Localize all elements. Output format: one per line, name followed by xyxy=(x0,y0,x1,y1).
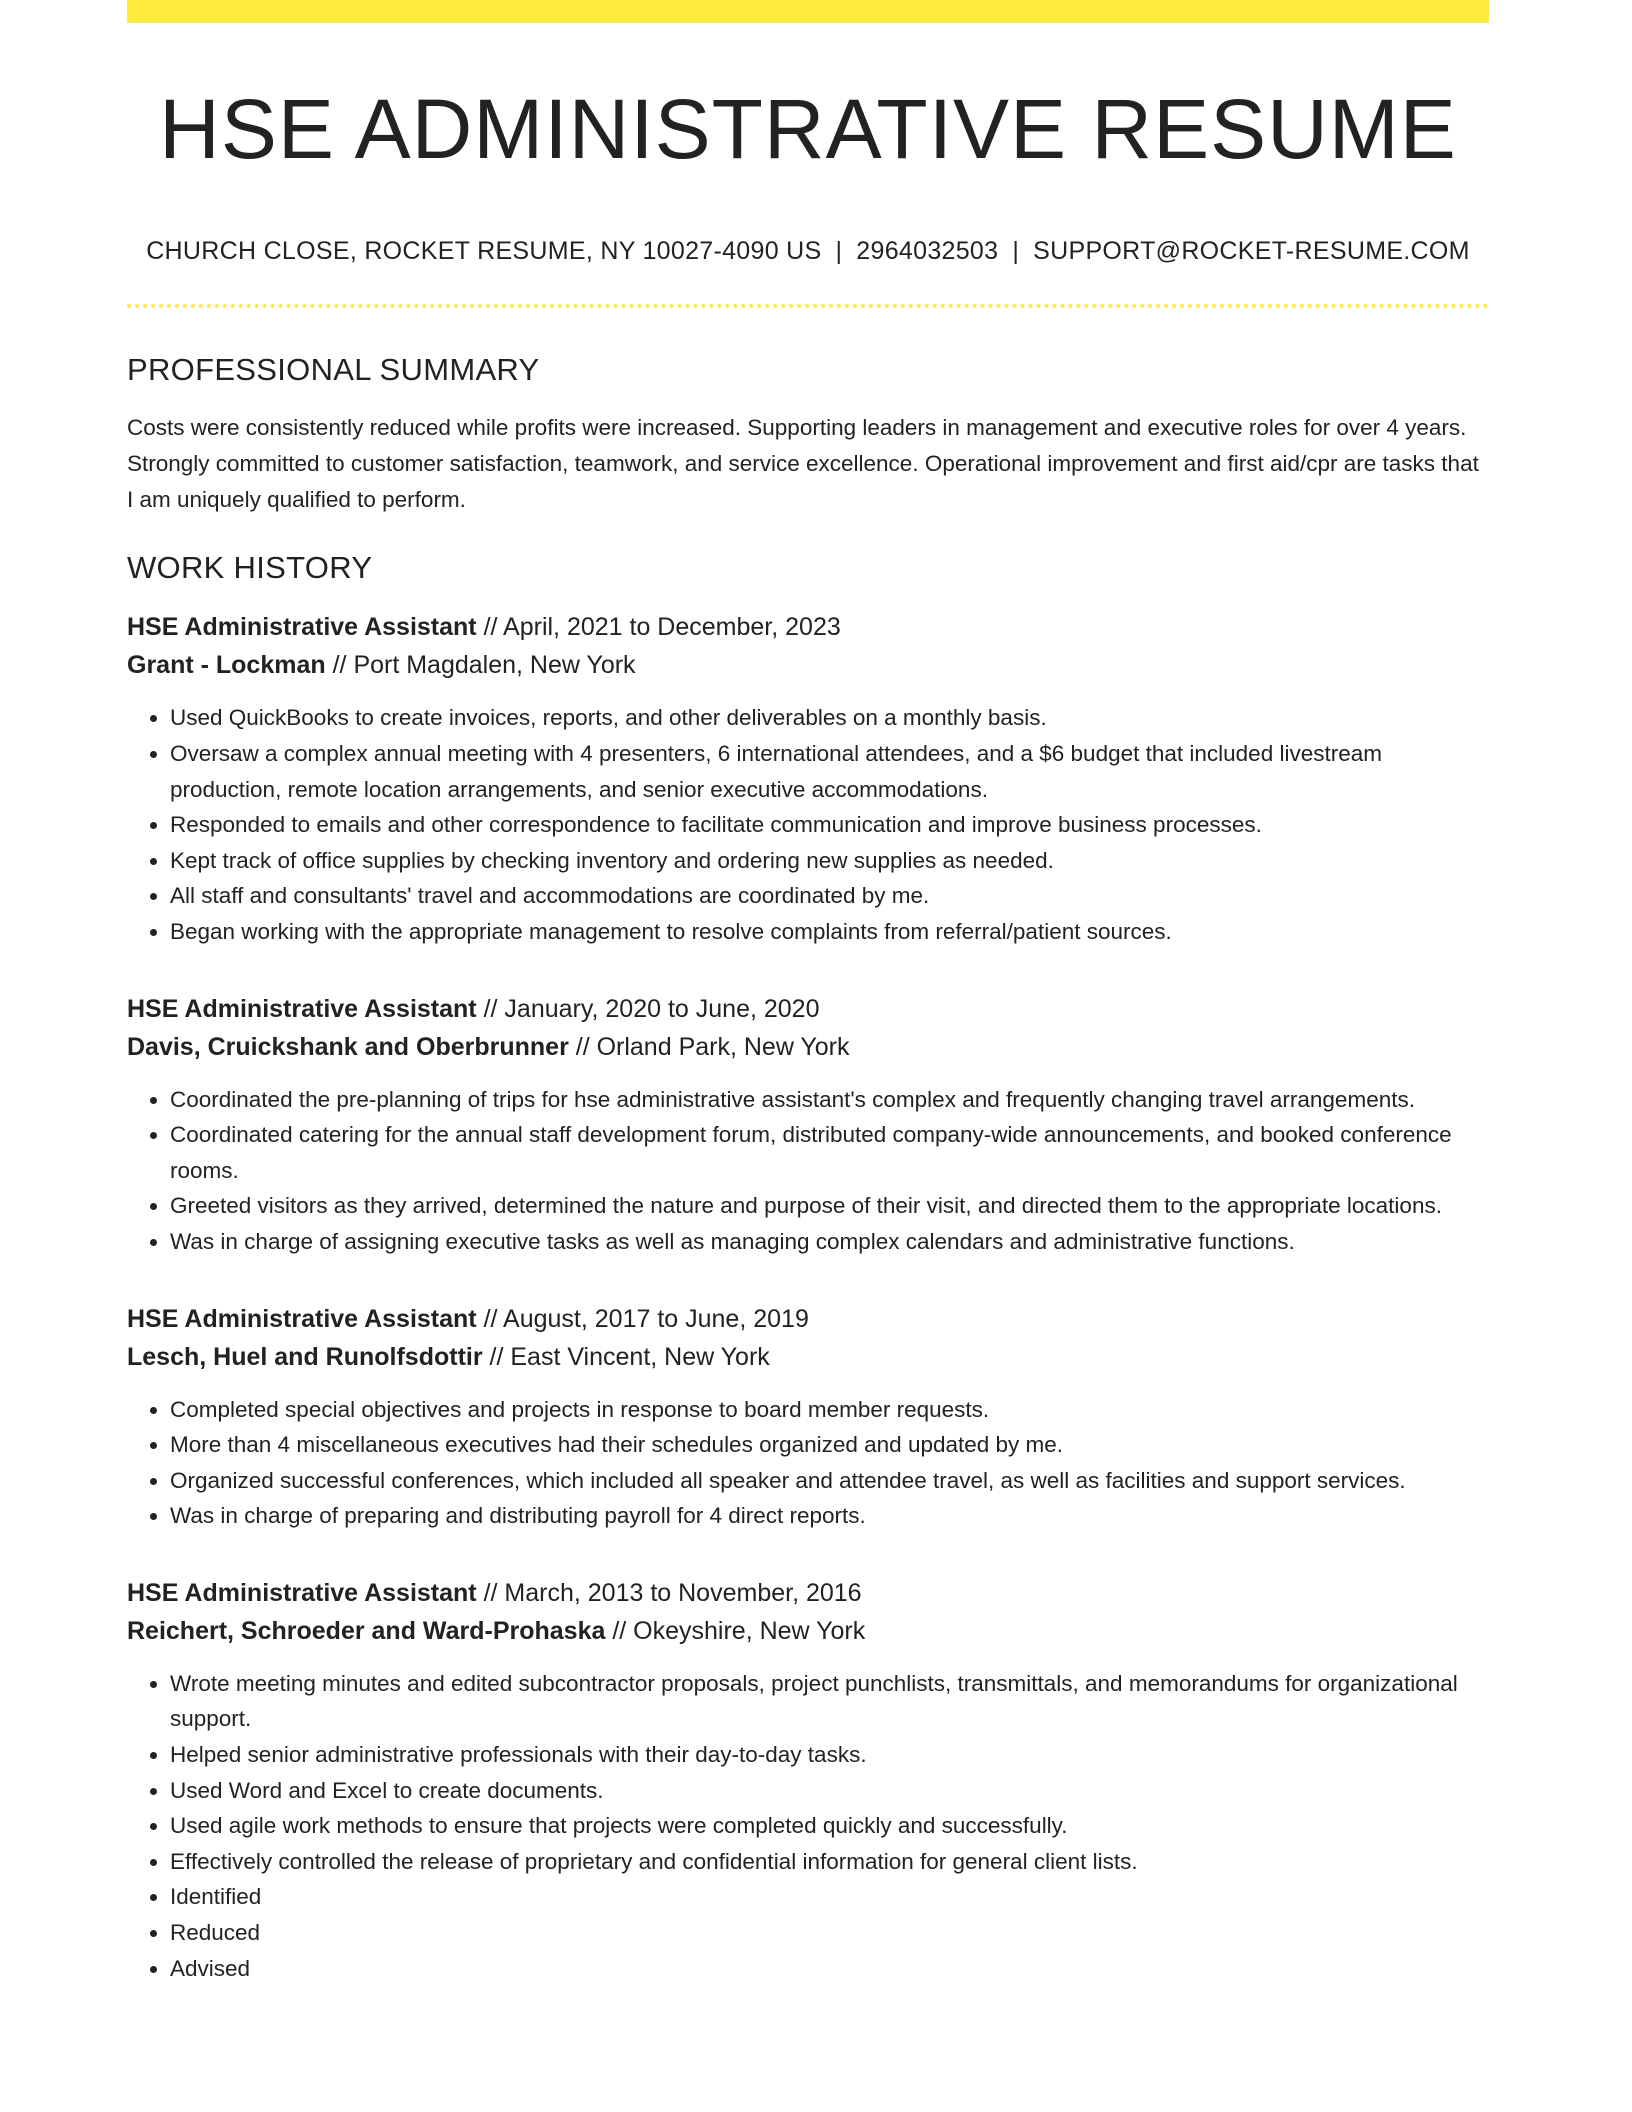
contact-phone: 2964032503 xyxy=(856,237,999,266)
job-bullet: • Coordinated the pre-planning of trips for hse administrative assistant's complex and frequently changing travel arrangements. xyxy=(170,1082,1489,1118)
accent-top-bar xyxy=(127,0,1489,23)
job-company-line xyxy=(127,646,1489,684)
job-bullet: • Oversaw a complex annual meeting with 4 presenters, 6 international attendees, and a $6 budget that included livestream production, remote location arrangements, and senior executive accommodations. xyxy=(170,736,1489,807)
job-bullet: • Used QuickBooks to create invoices, reports, and other deliverables on a monthly basis. xyxy=(170,700,1489,736)
job-dates: // August, 2017 to June, 2019 xyxy=(476,1304,809,1333)
job-bullet: • Was in charge of assigning executive tasks as well as managing complex calendars and administrative functions. xyxy=(170,1224,1489,1260)
job-company: Lesch, Huel and Runolfsdottir xyxy=(127,1342,483,1371)
job-bullet: • Organized successful conferences, which included all speaker and attendee travel, as well as facilities and support services. xyxy=(170,1463,1489,1499)
job-company: Grant - Lockman xyxy=(127,651,326,680)
job-bullet: • Used Word and Excel to create documents. xyxy=(170,1773,1489,1809)
contact-address: CHURCH CLOSE, ROCKET RESUME, NY 10027-4090 US xyxy=(146,237,822,266)
job-location: // Orland Park, New York xyxy=(568,1032,850,1061)
job-company-line xyxy=(127,1338,1489,1376)
job-bullet: • Identified xyxy=(170,1879,1489,1915)
job-bullet: • More than 4 miscellaneous executives had their schedules organized and updated by me. xyxy=(170,1427,1489,1463)
job-bullet: • Reduced xyxy=(170,1915,1489,1951)
job-bullet-list xyxy=(127,1392,1489,1534)
job-bullet: • Kept track of office supplies by checking inventory and ordering new supplies as needed. xyxy=(170,843,1489,879)
job-dates: // January, 2020 to June, 2020 xyxy=(476,994,820,1023)
contact-email[interactable]: SUPPORT@ROCKET-RESUME.COM xyxy=(1033,237,1470,266)
job-entry xyxy=(127,990,1489,1260)
contact-line xyxy=(127,237,1489,266)
job-bullet-list xyxy=(127,1666,1489,1986)
job-entry xyxy=(127,608,1489,949)
job-entry xyxy=(127,1574,1489,1986)
job-role: HSE Administrative Assistant xyxy=(127,1304,477,1333)
work-history-list xyxy=(127,608,1489,1986)
job-location: // Port Magdalen, New York xyxy=(325,651,636,680)
job-role: HSE Administrative Assistant xyxy=(127,994,477,1023)
job-bullet: • Wrote meeting minutes and edited subcontractor proposals, project punchlists, transmittals, and memorandums for organizational support. xyxy=(170,1666,1489,1737)
job-bullet: • Completed special objectives and projects in response to board member requests. xyxy=(170,1392,1489,1428)
job-dates: // April, 2021 to December, 2023 xyxy=(476,613,841,642)
job-title-line xyxy=(127,608,1489,646)
job-location: // East Vincent, New York xyxy=(482,1342,770,1371)
resume-page xyxy=(127,0,1489,1986)
dotted-divider xyxy=(127,304,1489,308)
work-history-heading: WORK HISTORY xyxy=(127,550,373,586)
job-company-line xyxy=(127,1612,1489,1650)
job-company: Reichert, Schroeder and Ward-Prohaska xyxy=(127,1616,606,1645)
job-bullet: • Responded to emails and other correspondence to facilitate communication and improve business processes. xyxy=(170,807,1489,843)
job-bullet: • Advised xyxy=(170,1951,1489,1987)
job-company-line xyxy=(127,1028,1489,1066)
job-company: Davis, Cruickshank and Oberbrunner xyxy=(127,1032,569,1061)
job-role: HSE Administrative Assistant xyxy=(127,1578,477,1607)
contact-separator: | xyxy=(835,237,843,266)
summary-text: Costs were consistently reduced while profits were increased. Supporting leaders in management and executive roles for over 4 years. Strongly committed to customer satisfaction, teamwork, and service excellence. Operational improvement and first aid/cpr are tasks that I am uniquely qualified to perform. xyxy=(127,415,1479,513)
job-bullet: • All staff and consultants' travel and accommodations are coordinated by me. xyxy=(170,878,1489,914)
job-bullet-list xyxy=(127,700,1489,949)
job-bullet: • Was in charge of preparing and distributing payroll for 4 direct reports. xyxy=(170,1498,1489,1534)
job-bullet: • Effectively controlled the release of proprietary and confidential information for general client lists. xyxy=(170,1844,1489,1880)
job-dates: // March, 2013 to November, 2016 xyxy=(476,1578,862,1607)
job-bullet: • Coordinated catering for the annual staff development forum, distributed company-wide announcements, and booked conference rooms. xyxy=(170,1117,1489,1188)
job-bullet: • Began working with the appropriate management to resolve complaints from referral/patient sources. xyxy=(170,914,1489,950)
job-title-line xyxy=(127,1574,1489,1612)
job-bullet: • Used agile work methods to ensure that projects were completed quickly and successfully. xyxy=(170,1808,1489,1844)
resume-title: HSE ADMINISTRATIVE RESUME xyxy=(159,82,1457,176)
job-title-line xyxy=(127,990,1489,1028)
contact-separator: | xyxy=(1012,237,1020,266)
job-role: HSE Administrative Assistant xyxy=(127,613,477,642)
job-bullet: • Helped senior administrative professionals with their day-to-day tasks. xyxy=(170,1737,1489,1773)
job-bullet: • Greeted visitors as they arrived, determined the nature and purpose of their visit, and directed them to the appropriate locations. xyxy=(170,1188,1489,1224)
summary-heading: PROFESSIONAL SUMMARY xyxy=(127,352,540,388)
job-bullet-list xyxy=(127,1082,1489,1260)
job-entry xyxy=(127,1300,1489,1534)
job-title-line xyxy=(127,1300,1489,1338)
job-location: // Okeyshire, New York xyxy=(605,1616,866,1645)
